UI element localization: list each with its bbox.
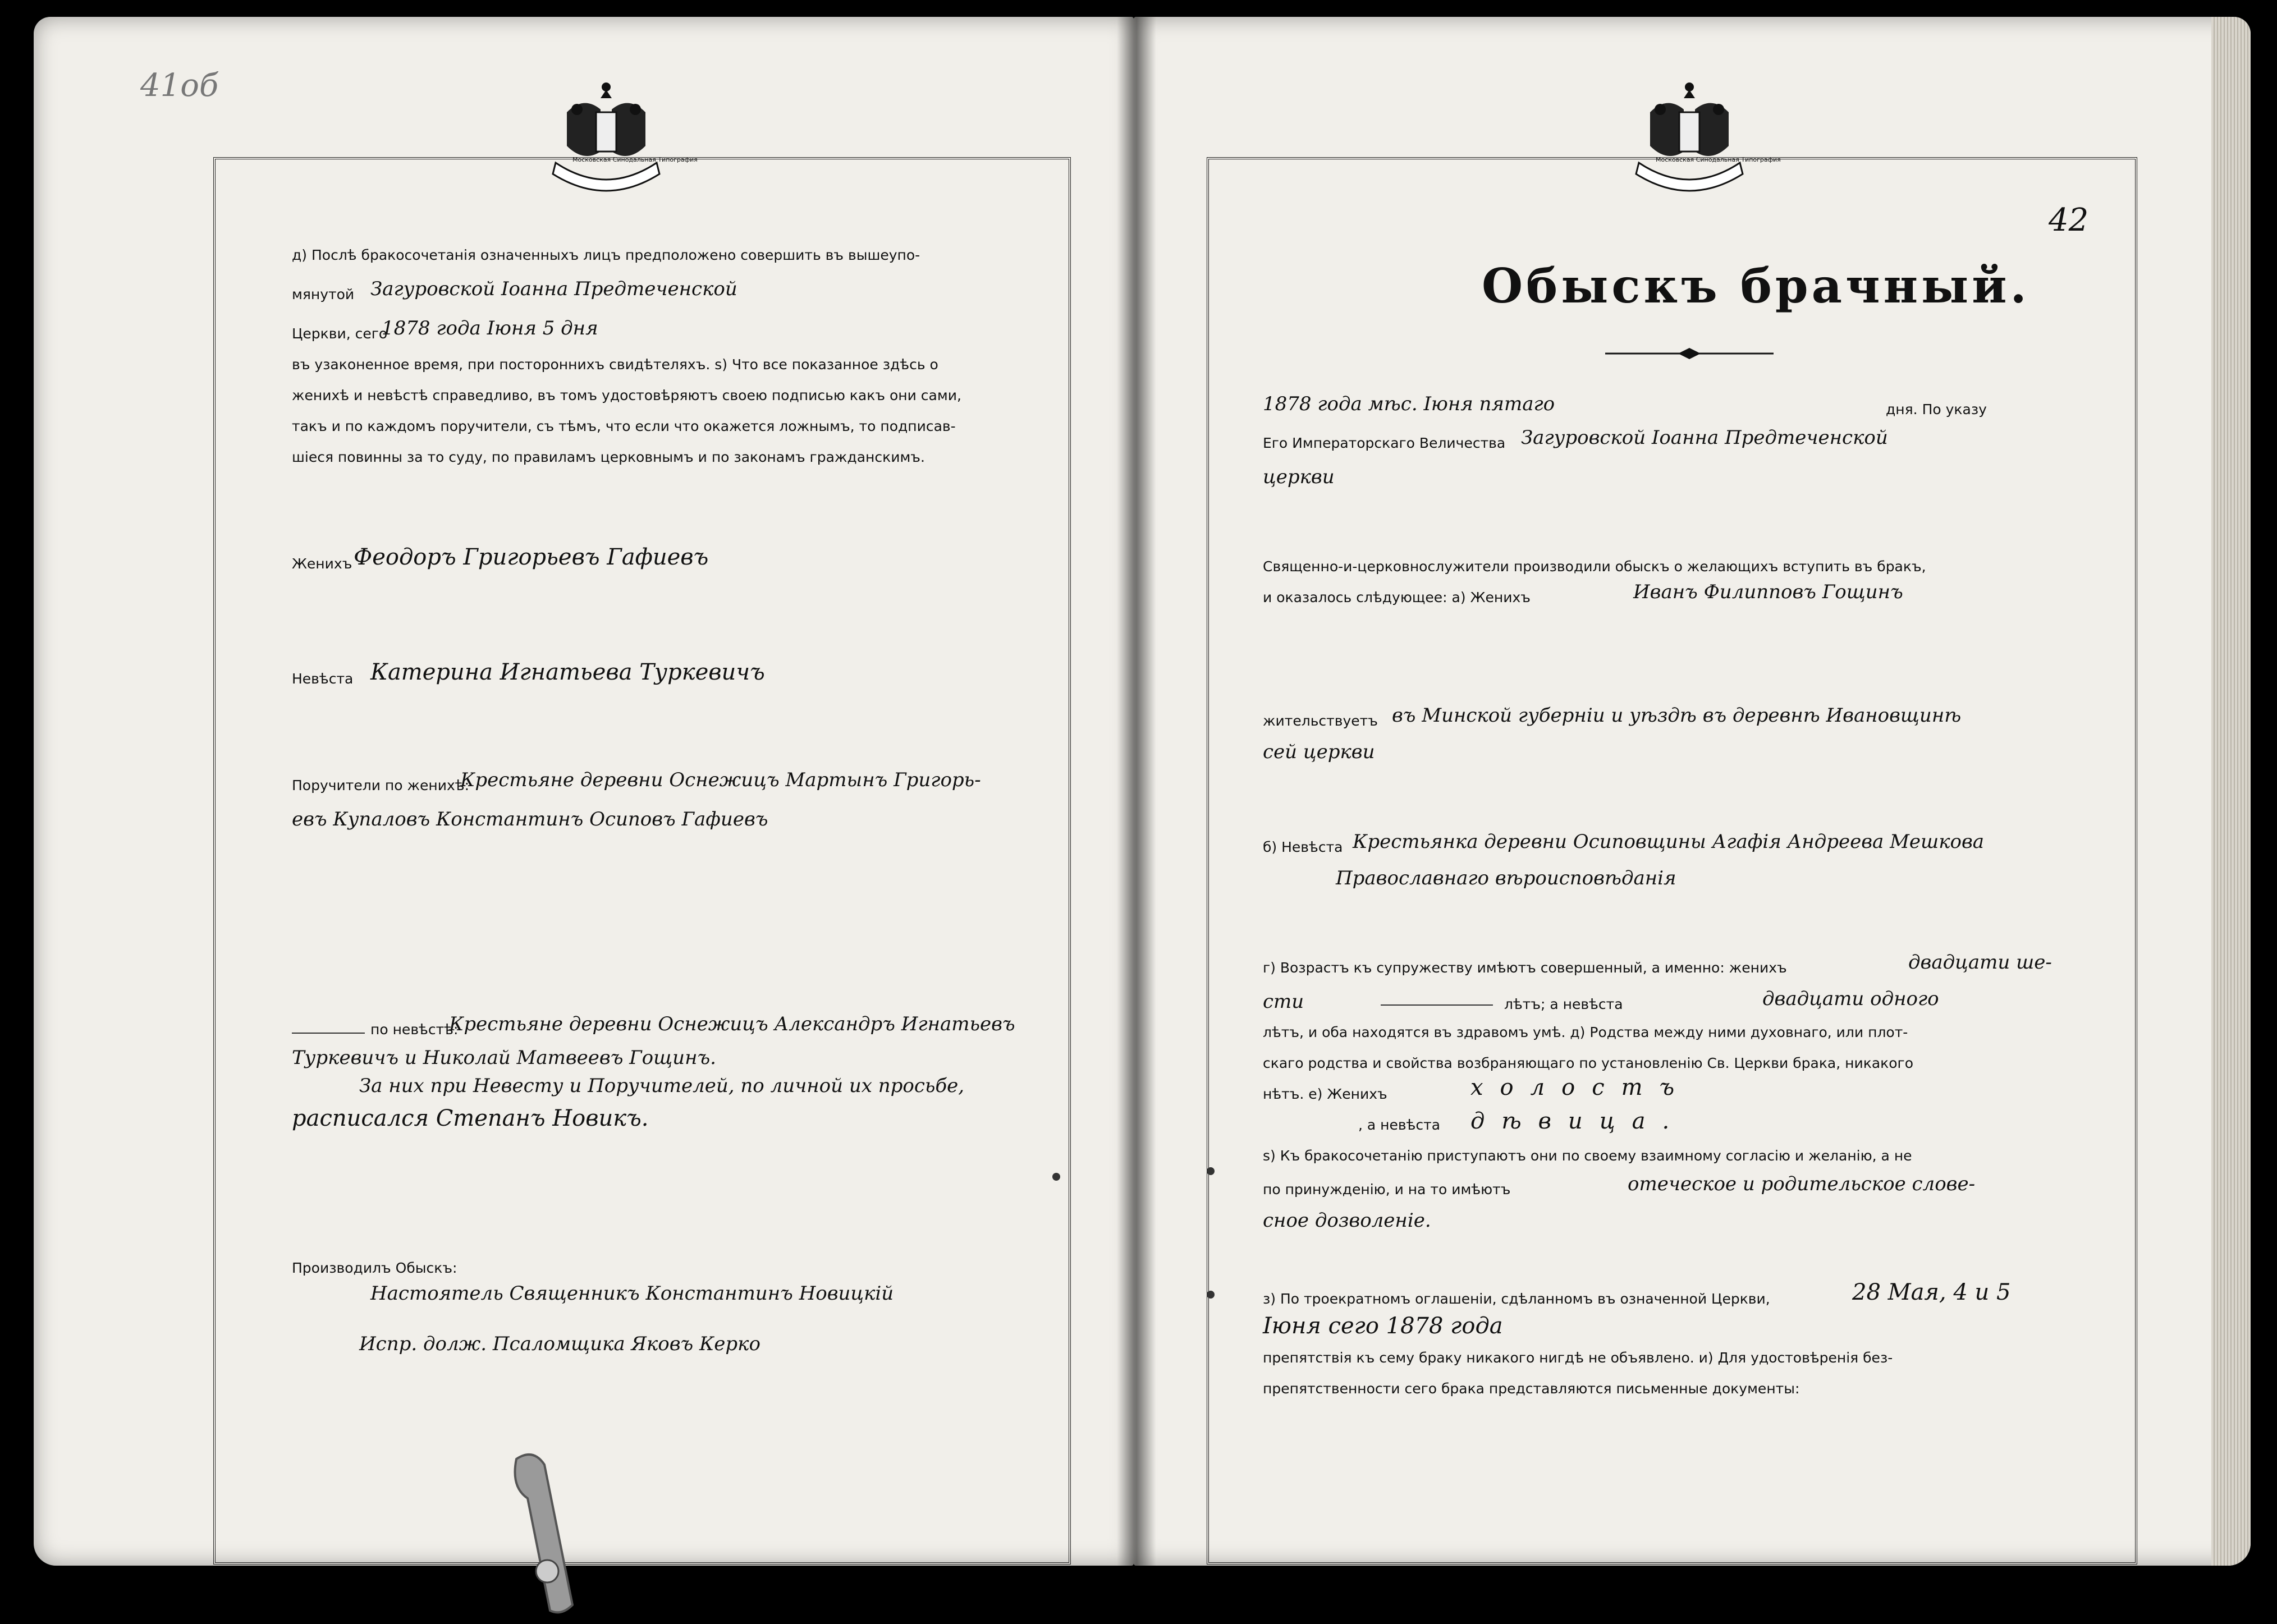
right-line-3-hand: церкви (1263, 466, 1335, 488)
right-line-11-hand-2: двадцати одного (1762, 988, 1939, 1010)
left-para-line-1: д) Послѣ бракосочетанія означенныхъ лицъ предположено совершить въ вышеупо- (292, 247, 920, 263)
right-line-1-print: дня. По указу (1886, 401, 1987, 418)
right-line-6-print: жительствуетъ (1263, 713, 1378, 729)
left-date-hand: 1878 года Іюня 5 дня (382, 317, 598, 340)
left-investigated-label: Производилъ Обыскъ: (292, 1260, 457, 1276)
left-church-hand: Загуровской Іоанна Предтеченской (370, 278, 737, 300)
right-line-9-hand: Православнаго вѣроисповѣданія (1336, 867, 1676, 889)
left-groom-hand: Феодоръ Григорьевъ Гафиевъ (354, 544, 709, 570)
right-line-12-print: лѣтъ, и оба находятся въ здравомъ умѣ. д) Родства между ними духовнаго, или плот- (1263, 1024, 1908, 1040)
right-emblem-text: Московская Синодальная Типография (1656, 156, 1781, 163)
right-line-19-print: з) По троекратномъ оглашеніи, сдѣланномъ въ означенной Церкви, (1263, 1291, 1770, 1307)
left-signature-note-1: За них при Невесту и Поручителей, по личной их просьбе, (359, 1075, 965, 1097)
left-bride-hand: Катерина Игнатьева Туркевичъ (370, 659, 765, 685)
right-line-8-hand: Крестьянка деревни Осиповщины Агафія Андреева Мешкова (1353, 831, 1985, 853)
binding-rivet (1052, 1173, 1060, 1181)
left-guarantors-bride-hand-2: Туркевичъ и Николай Матвеевъ Гощинъ. (292, 1047, 716, 1069)
left-guarantors-bride-hand-1: Крестьяне деревни Оснежицъ Александръ Игнатьевъ (449, 1013, 1015, 1035)
right-line-13-print: скаго родства и свойства возбраняющаго по установленію Св. Церкви брака, никакого (1263, 1055, 1913, 1071)
right-line-2-hand: Загуровской Іоанна Предтеченской (1521, 426, 1888, 449)
right-line-17-hand: отеческое и родительское слове- (1628, 1173, 1976, 1195)
left-emblem-text: Московская Синодальная Типография (572, 156, 698, 163)
left-page-number: 41об (140, 67, 219, 104)
right-line-18-hand: сное дозволеніе. (1263, 1209, 1431, 1232)
right-line-22-print: препятственности сего брака представляются письменные документы: (1263, 1380, 1800, 1397)
right-line-11-print: лѣтъ; а невѣста (1504, 996, 1623, 1012)
left-guarantors-groom-hand-1: Крестьяне деревни Оснежицъ Мартынъ Григорь- (460, 769, 981, 791)
right-line-4-print: Священно-и-церковнослужители производили обыскъ о желающихъ вступить въ бракъ, (1263, 558, 1926, 575)
book-spread (34, 17, 2251, 1582)
page-edges (2211, 17, 2251, 1566)
book-clip-icon (494, 1448, 595, 1622)
left-guarantors-bride-label: по невѣстѣ: (370, 1021, 459, 1038)
left-para-line-4: въ узаконенное время, при постороннихъ свидѣтеляхъ. ѕ) Что все показанное здѣсь о (292, 356, 938, 373)
right-line-15-print: , а невѣста (1358, 1117, 1441, 1133)
right-line-21-print: препятствія къ сему браку никакого нигдѣ не объявлено. и) Для удостовѣренія без- (1263, 1350, 1893, 1366)
right-heading: Обыскъ брачный. (1482, 258, 2030, 314)
right-line-7-hand: сей церкви (1263, 741, 1375, 763)
book-gutter (1117, 17, 1156, 1566)
left-para-line-7: шіеся повинны за то суду, по правиламъ церковнымъ и по законамъ гражданскимъ. (292, 449, 925, 465)
right-line-16-print: ѕ) Къ бракосочетанію приступаютъ они по своему взаимному согласію и желанію, а не (1263, 1148, 1912, 1164)
left-investigator-hand-2: Испр. долж. Псаломщика Яковъ Керко (359, 1333, 760, 1355)
right-line-10-hand: двадцати ше- (1908, 951, 2052, 974)
left-para-line-5: женихѣ и невѣстѣ справедливо, въ томъ удостовѣряютъ своею подписью какъ они сами, (292, 387, 961, 403)
double-headed-eagle-crest-icon (533, 79, 679, 208)
right-line-20-hand: Іюня сего 1878 года (1263, 1313, 1503, 1339)
right-line-8-print: б) Невѣста (1263, 839, 1343, 855)
right-line-5-hand: Иванъ Филипповъ Гощинъ (1633, 581, 1903, 603)
binding-rivet (1207, 1167, 1215, 1175)
right-line-10-print: г) Возрастъ къ супружеству имѣютъ совершенный, а именно: женихъ (1263, 960, 1787, 976)
right-line-6-hand: въ Минской губерніи и уѣздѣ въ деревнѣ Ивановщинѣ (1392, 704, 1962, 727)
left-blank-line (292, 1033, 365, 1034)
heading-ornament (1605, 348, 1774, 359)
right-line-17-print: по принужденію, и на то имѣютъ (1263, 1181, 1511, 1198)
right-line-5-print: и оказалось слѣдующее: а) Женихъ (1263, 589, 1531, 605)
left-bride-label: Невѣста (292, 671, 354, 687)
right-page-number: 42 (2049, 202, 2089, 238)
left-guarantors-groom-label: Поручители по женихѣ: (292, 777, 469, 793)
right-line-14-hand: холостъ (1470, 1075, 1692, 1100)
double-headed-eagle-crest-icon (1616, 79, 1762, 208)
binding-rivet (1207, 1291, 1215, 1299)
right-line-15-hand: дѣвица. (1470, 1108, 1687, 1134)
right-line-19-hand: 28 Мая, 4 и 5 (1852, 1279, 2011, 1305)
left-para-line-6: такъ и по каждомъ поручители, съ тѣмъ, что если что окажется ложнымъ, то подписав- (292, 418, 956, 434)
right-line-2-print: Его Императорскаго Величества (1263, 435, 1506, 451)
right-line-14-print: нѣтъ. е) Женихъ (1263, 1086, 1387, 1102)
right-line-11-hand: сти (1263, 990, 1304, 1013)
left-guarantors-groom-hand-2: евъ Купаловъ Константинъ Осиповъ Гафиевъ (292, 808, 768, 831)
left-para-line-2: мянутой (292, 286, 355, 302)
right-blank-line (1381, 1004, 1493, 1006)
right-line-1-hand: 1878 года мѣс. Іюня пятаго (1263, 393, 1555, 415)
left-para-line-3: Церкви, сего (292, 325, 388, 342)
left-signature-note-2: расписался Степанъ Новикъ. (292, 1105, 649, 1131)
left-investigator-hand-1: Настоятель Священникъ Константинъ Новицкій (370, 1282, 894, 1305)
left-groom-label: Женихъ (292, 556, 352, 572)
